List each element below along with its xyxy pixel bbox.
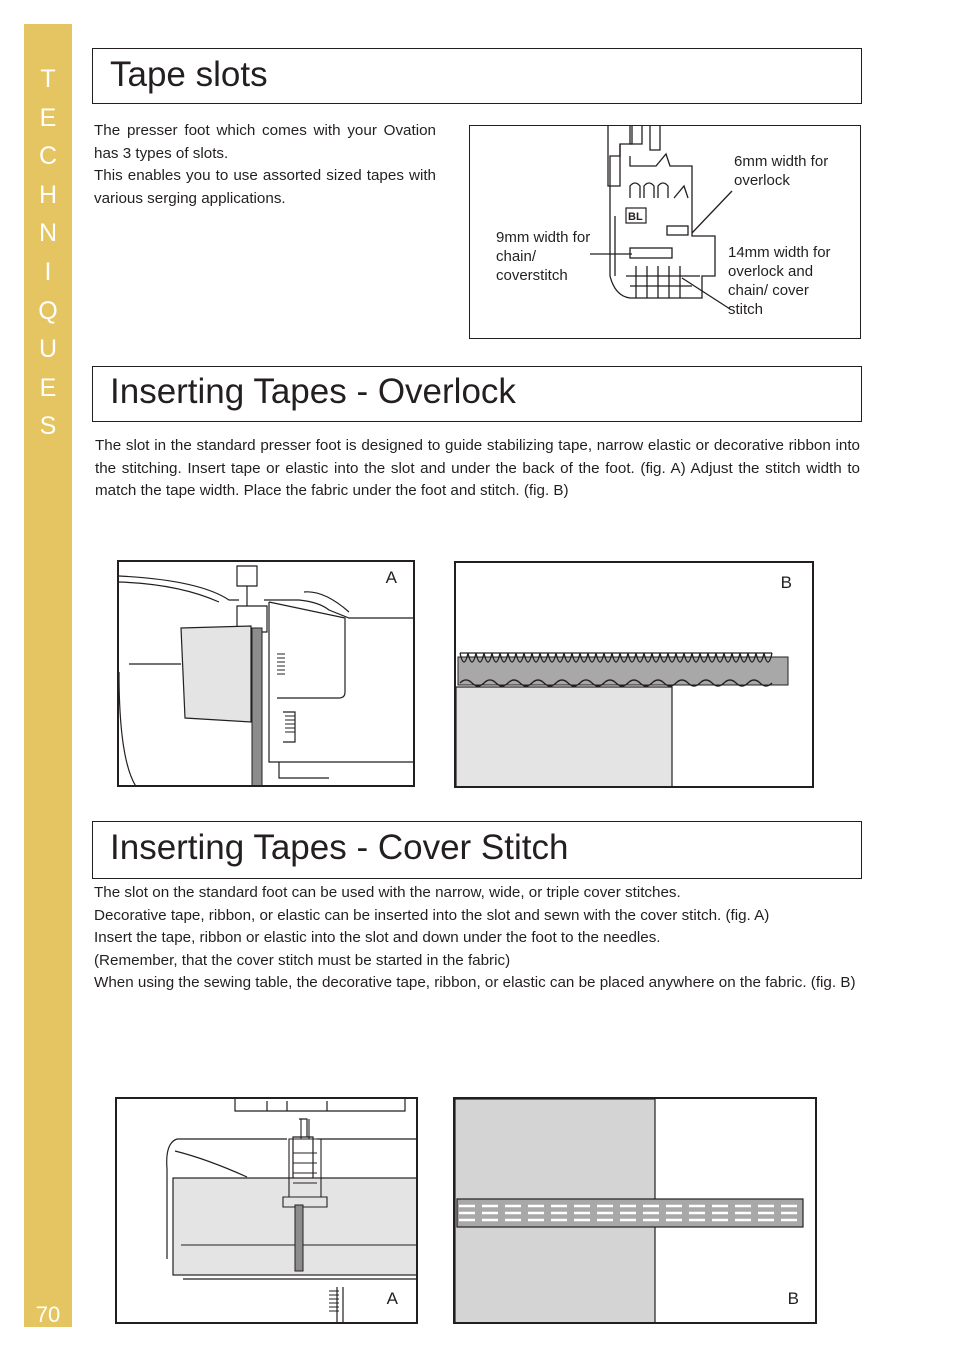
presser-foot-slots-figure (469, 125, 861, 339)
fig-label-a: A (386, 1289, 398, 1308)
sidebar-letter: H (38, 180, 58, 209)
overlock-figure-a (117, 560, 415, 787)
sidebar-letter: C (38, 142, 58, 171)
page-number: 70 (35, 1302, 61, 1327)
callout-14mm: 14mm width for overlock and chain/ cover stitch (728, 244, 831, 318)
callout-9mm: 9mm width for chain/ coverstitch (496, 229, 591, 284)
sidebar-letter: Q (38, 296, 58, 325)
sidebar-letter: I (44, 257, 52, 286)
paragraph: When using the sewing table, the decorative tape, ribbon, or elastic can be placed anywhere on the fabric. (fig. B) (94, 974, 856, 991)
sidebar-letter: T (40, 65, 56, 93)
bl-badge: BL (628, 211, 643, 223)
paragraph: Decorative tape, ribbon, or elastic can be inserted into the slot and sewn with the cover stitch. (fig. A) (94, 906, 770, 924)
fig-label-b: B (787, 1289, 799, 1308)
fig-label-b: B (780, 573, 792, 592)
overlock-text (95, 435, 860, 503)
cover-stitch-text (94, 882, 862, 995)
tape-slots-text (94, 120, 436, 210)
fig-label-a: A (385, 568, 397, 587)
overlock-heading: Inserting Tapes - Overlock (92, 366, 862, 422)
sidebar-letter: U (38, 335, 58, 364)
overlock-figure-b (454, 561, 814, 788)
callout-6mm: 6mm width for overlock (734, 153, 829, 189)
sidebar-letter: E (39, 103, 57, 132)
paragraph: This enables you to use assorted sized tapes with various serging applications. (94, 167, 436, 207)
cover-stitch-heading: Inserting Tapes - Cover Stitch (92, 821, 862, 879)
cover-stitch-tape-drawing (455, 1099, 817, 1324)
tape-slots-heading: Tape slots (92, 48, 862, 104)
overlock-stitch-drawing (456, 563, 814, 788)
sidebar-letter: N (38, 219, 58, 248)
paragraph: The slot in the standard presser foot is designed to guide stabilizing tape, narrow elastic or decorative ribbon into the stitching. Insert tape or elastic into the slot and under the back of the foot. (fig. A) Adjust the stitch width to match the tape width. Place the fabric under the foot and stitch. (fig. B) (95, 437, 860, 499)
sidebar-letter: E (39, 373, 57, 402)
paragraph: The presser foot which comes with your Ovation has 3 types of slots. (94, 122, 436, 162)
paragraph: Insert the tape, ribbon or elastic into the slot and down under the foot to the needles. (94, 929, 661, 946)
cover-machine-drawing (117, 1099, 418, 1324)
overlock-machine-drawing (119, 562, 415, 787)
cover-stitch-figure-a (115, 1097, 418, 1324)
paragraph: (Remember, that the cover stitch must be started in the fabric) (94, 951, 511, 969)
sidebar-tab (24, 24, 72, 1327)
sidebar-section-letters (24, 60, 72, 446)
cover-stitch-figure-b (453, 1097, 817, 1324)
paragraph: The slot on the standard foot can be used with the narrow, wide, or triple cover stitches. (94, 884, 681, 901)
sidebar-letter: S (39, 412, 57, 441)
